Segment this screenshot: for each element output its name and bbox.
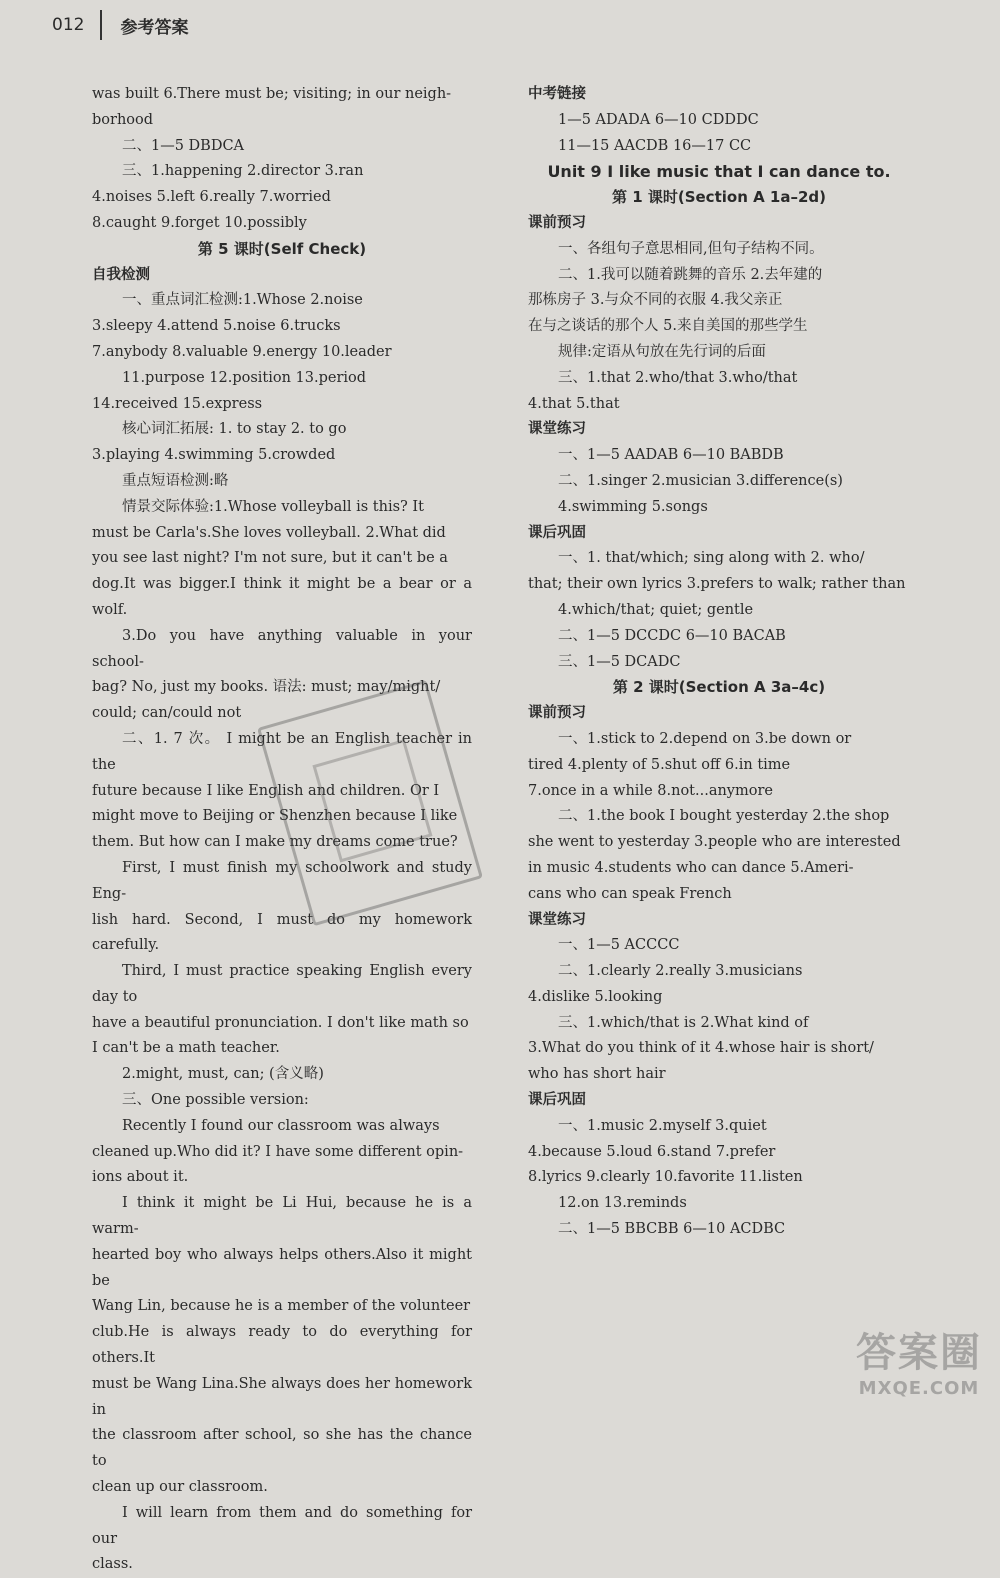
text-line: 一、1—5 AADAB 6—10 BABDB: [558, 447, 784, 464]
page-title: 参考答案: [120, 17, 189, 38]
text-line: you see last night? I'm not sure, but it can't be a: [92, 550, 448, 567]
text-line: 在与之谈话的那个人 5.来自美国的那些学生: [528, 318, 808, 335]
text-line: 核心词汇拓展: 1. to stay 2. to go: [122, 421, 347, 438]
section-heading: 中考链接: [528, 86, 586, 102]
watermark-title: 答案圈: [856, 1330, 982, 1376]
text-line: 规律:定语从句放在先行词的后面: [558, 343, 766, 360]
text-line: 二、1.singer 2.musician 3.difference(s): [558, 472, 843, 489]
text-line: 8.lyrics 9.clearly 10.favorite 11.listen: [528, 1169, 803, 1186]
text-line: 三、1—5 DCADC: [558, 653, 681, 670]
text-line: 三、1.which/that is 2.What kind of: [558, 1014, 809, 1031]
text-line: 二、1.the book I bought yesterday 2.the shop: [558, 808, 890, 825]
text-line: 3.sleepy 4.attend 5.noise 6.trucks: [92, 318, 341, 335]
text-line: borhood: [92, 111, 154, 128]
text-line: 8.caught 9.forget 10.possibly: [92, 214, 307, 231]
watermark-logo: [856, 1321, 982, 1399]
text-line: clean up our classroom.: [92, 1479, 268, 1496]
text-line: 二、1.clearly 2.really 3.musicians: [558, 963, 803, 980]
text-line: 14.received 15.express: [92, 395, 263, 412]
lesson-heading: 第 5 课时(Self Check): [197, 239, 367, 258]
watermark-url: MXQE.COM: [858, 1378, 980, 1399]
section-heading: 课堂练习: [528, 421, 586, 438]
text-line: 二、1—5 DBDCA: [122, 137, 245, 154]
text-line: 重点短语检测:略: [122, 472, 229, 489]
text-line: Recently I found our classroom was always: [122, 1117, 440, 1134]
text-line: could; can/could not: [92, 705, 242, 722]
text-line: 4.swimming 5.songs: [558, 498, 708, 515]
text-line: 4.which/that; quiet; gentle: [558, 601, 754, 618]
text-line: cleaned up.Who did it? I have some different opin-: [92, 1143, 464, 1160]
text-line: 2.might, must, can; (含义略): [122, 1066, 324, 1083]
text-line: 二、1. 7 次。 I might be an English teacher in the: [92, 730, 472, 773]
text-line: 二、1—5 BBCBB 6—10 ACDBC: [558, 1221, 786, 1238]
text-line: 11—15 AACDB 16—17 CC: [558, 137, 752, 154]
text-line: 4.that 5.that: [528, 395, 620, 412]
text-line: future because I like English and children. Or I: [92, 782, 440, 799]
text-line: 4.noises 5.left 6.really 7.worried: [92, 189, 331, 206]
text-line: 情景交际体验:1.Whose volleyball is this? It: [122, 498, 424, 515]
text-line: in music 4.students who can dance 5.Ameri-: [528, 859, 854, 876]
text-line: that; their own lyrics 3.prefers to walk; rather than: [528, 576, 906, 593]
section-heading: 课后巩固: [528, 1092, 586, 1109]
text-line: lish hard. Second, I must do my homework carefully.: [92, 911, 472, 954]
text-line: 一、重点词汇检测:1.Whose 2.noise: [122, 292, 363, 309]
text-line: 1—5 ADADA 6—10 CDDDC: [558, 111, 759, 128]
text-line: cans who can speak French: [528, 885, 732, 902]
text-line: 3.What do you think of it 4.whose hair is short/: [528, 1040, 874, 1057]
page-header: [52, 8, 188, 42]
text-line: the classroom after school, so she has the chance to: [92, 1427, 472, 1470]
text-line: 12.on 13.reminds: [558, 1195, 687, 1212]
text-line: Third, I must practice speaking English every day to: [92, 963, 472, 1005]
text-line: hearted boy who always helps others.Also it might be: [92, 1246, 472, 1289]
text-line: 一、1.stick to 2.depend on 3.be down or: [558, 730, 852, 747]
text-line: 一、1.music 2.myself 3.quiet: [558, 1117, 767, 1134]
text-line: might move to Beijing or Shenzhen because I like: [92, 808, 458, 825]
text-line: 二、1.我可以随着跳舞的音乐 2.去年建的: [558, 266, 823, 283]
lesson-heading: 第 2 课时(Section A 3a–4c): [612, 678, 826, 697]
text-line: 4.because 5.loud 6.stand 7.prefer: [528, 1143, 776, 1160]
text-line: them. But how can I make my dreams come true?: [92, 834, 458, 851]
page-number: 012: [52, 15, 85, 35]
header-divider: [100, 10, 102, 40]
text-line: 三、One possible version:: [122, 1092, 309, 1109]
section-heading: 课堂练习: [528, 911, 586, 928]
text-line: Wang Lin, because he is a member of the volunteer: [92, 1298, 471, 1315]
text-line: must be Carla's.She loves volleyball. 2.What did: [92, 524, 446, 541]
lesson-heading: 第 1 课时(Section A 1a–2d): [611, 188, 827, 207]
text-line: must be Wang Lina.She always does her homework in: [92, 1375, 472, 1418]
text-line: 三、1.that 2.who/that 3.who/that: [558, 369, 798, 386]
text-line: 4.dislike 5.looking: [528, 988, 663, 1005]
text-line: class.: [92, 1556, 133, 1573]
text-line: 一、1—5 ACCCC: [558, 937, 680, 954]
section-heading: 课前预习: [528, 705, 586, 722]
text-line: tired 4.plenty of 5.shut off 6.in time: [528, 756, 791, 773]
text-line: 一、各组句子意思相同,但句子结构不同。: [558, 240, 824, 257]
text-line: ions about it.: [92, 1169, 189, 1186]
text-line: 11.purpose 12.position 13.period: [122, 369, 367, 386]
text-line: dog.It was bigger.I think it might be a bear or a wolf.: [92, 576, 472, 618]
text-line: was built 6.There must be; visiting; in our neigh-: [92, 86, 452, 102]
text-line: I think it might be Li Hui, because he is a warm-: [92, 1195, 472, 1238]
text-line: 那栋房子 3.与众不同的衣服 4.我父亲正: [528, 292, 783, 309]
text-line: have a beautiful pronunciation. I don't like math so: [92, 1014, 469, 1031]
text-line: First, I must finish my schoolwork and study Eng-: [92, 859, 472, 902]
text-line: 7.once in a while 8.not...anymore: [528, 782, 773, 799]
text-line: club.He is always ready to do everything for others.It: [92, 1324, 472, 1367]
text-line: 3.Do you have anything valuable in your school-: [92, 627, 472, 670]
text-line: who has short hair: [528, 1066, 666, 1083]
text-line: 3.playing 4.swimming 5.crowded: [92, 447, 336, 464]
section-heading: 自我检测: [92, 266, 150, 283]
section-heading: 课后巩固: [528, 524, 586, 541]
text-line: 一、1. that/which; sing along with 2. who/: [558, 550, 865, 567]
text-line: 7.anybody 8.valuable 9.energy 10.leader: [92, 343, 392, 360]
unit-heading: Unit 9 I like music that I can dance to.: [547, 162, 891, 182]
text-line: bag? No, just my books. 语法: must; may/might/: [92, 679, 441, 696]
text-line: 三、1.happening 2.director 3.ran: [122, 163, 364, 180]
right-column: [528, 82, 910, 1243]
text-line: I will learn from them and do something for our: [92, 1504, 472, 1547]
text-line: 二、1—5 DCCDC 6—10 BACAB: [558, 627, 786, 644]
section-heading: 课前预习: [528, 214, 586, 231]
text-line: I can't be a math teacher.: [92, 1040, 280, 1057]
text-line: she went to yesterday 3.people who are interested: [528, 834, 901, 851]
